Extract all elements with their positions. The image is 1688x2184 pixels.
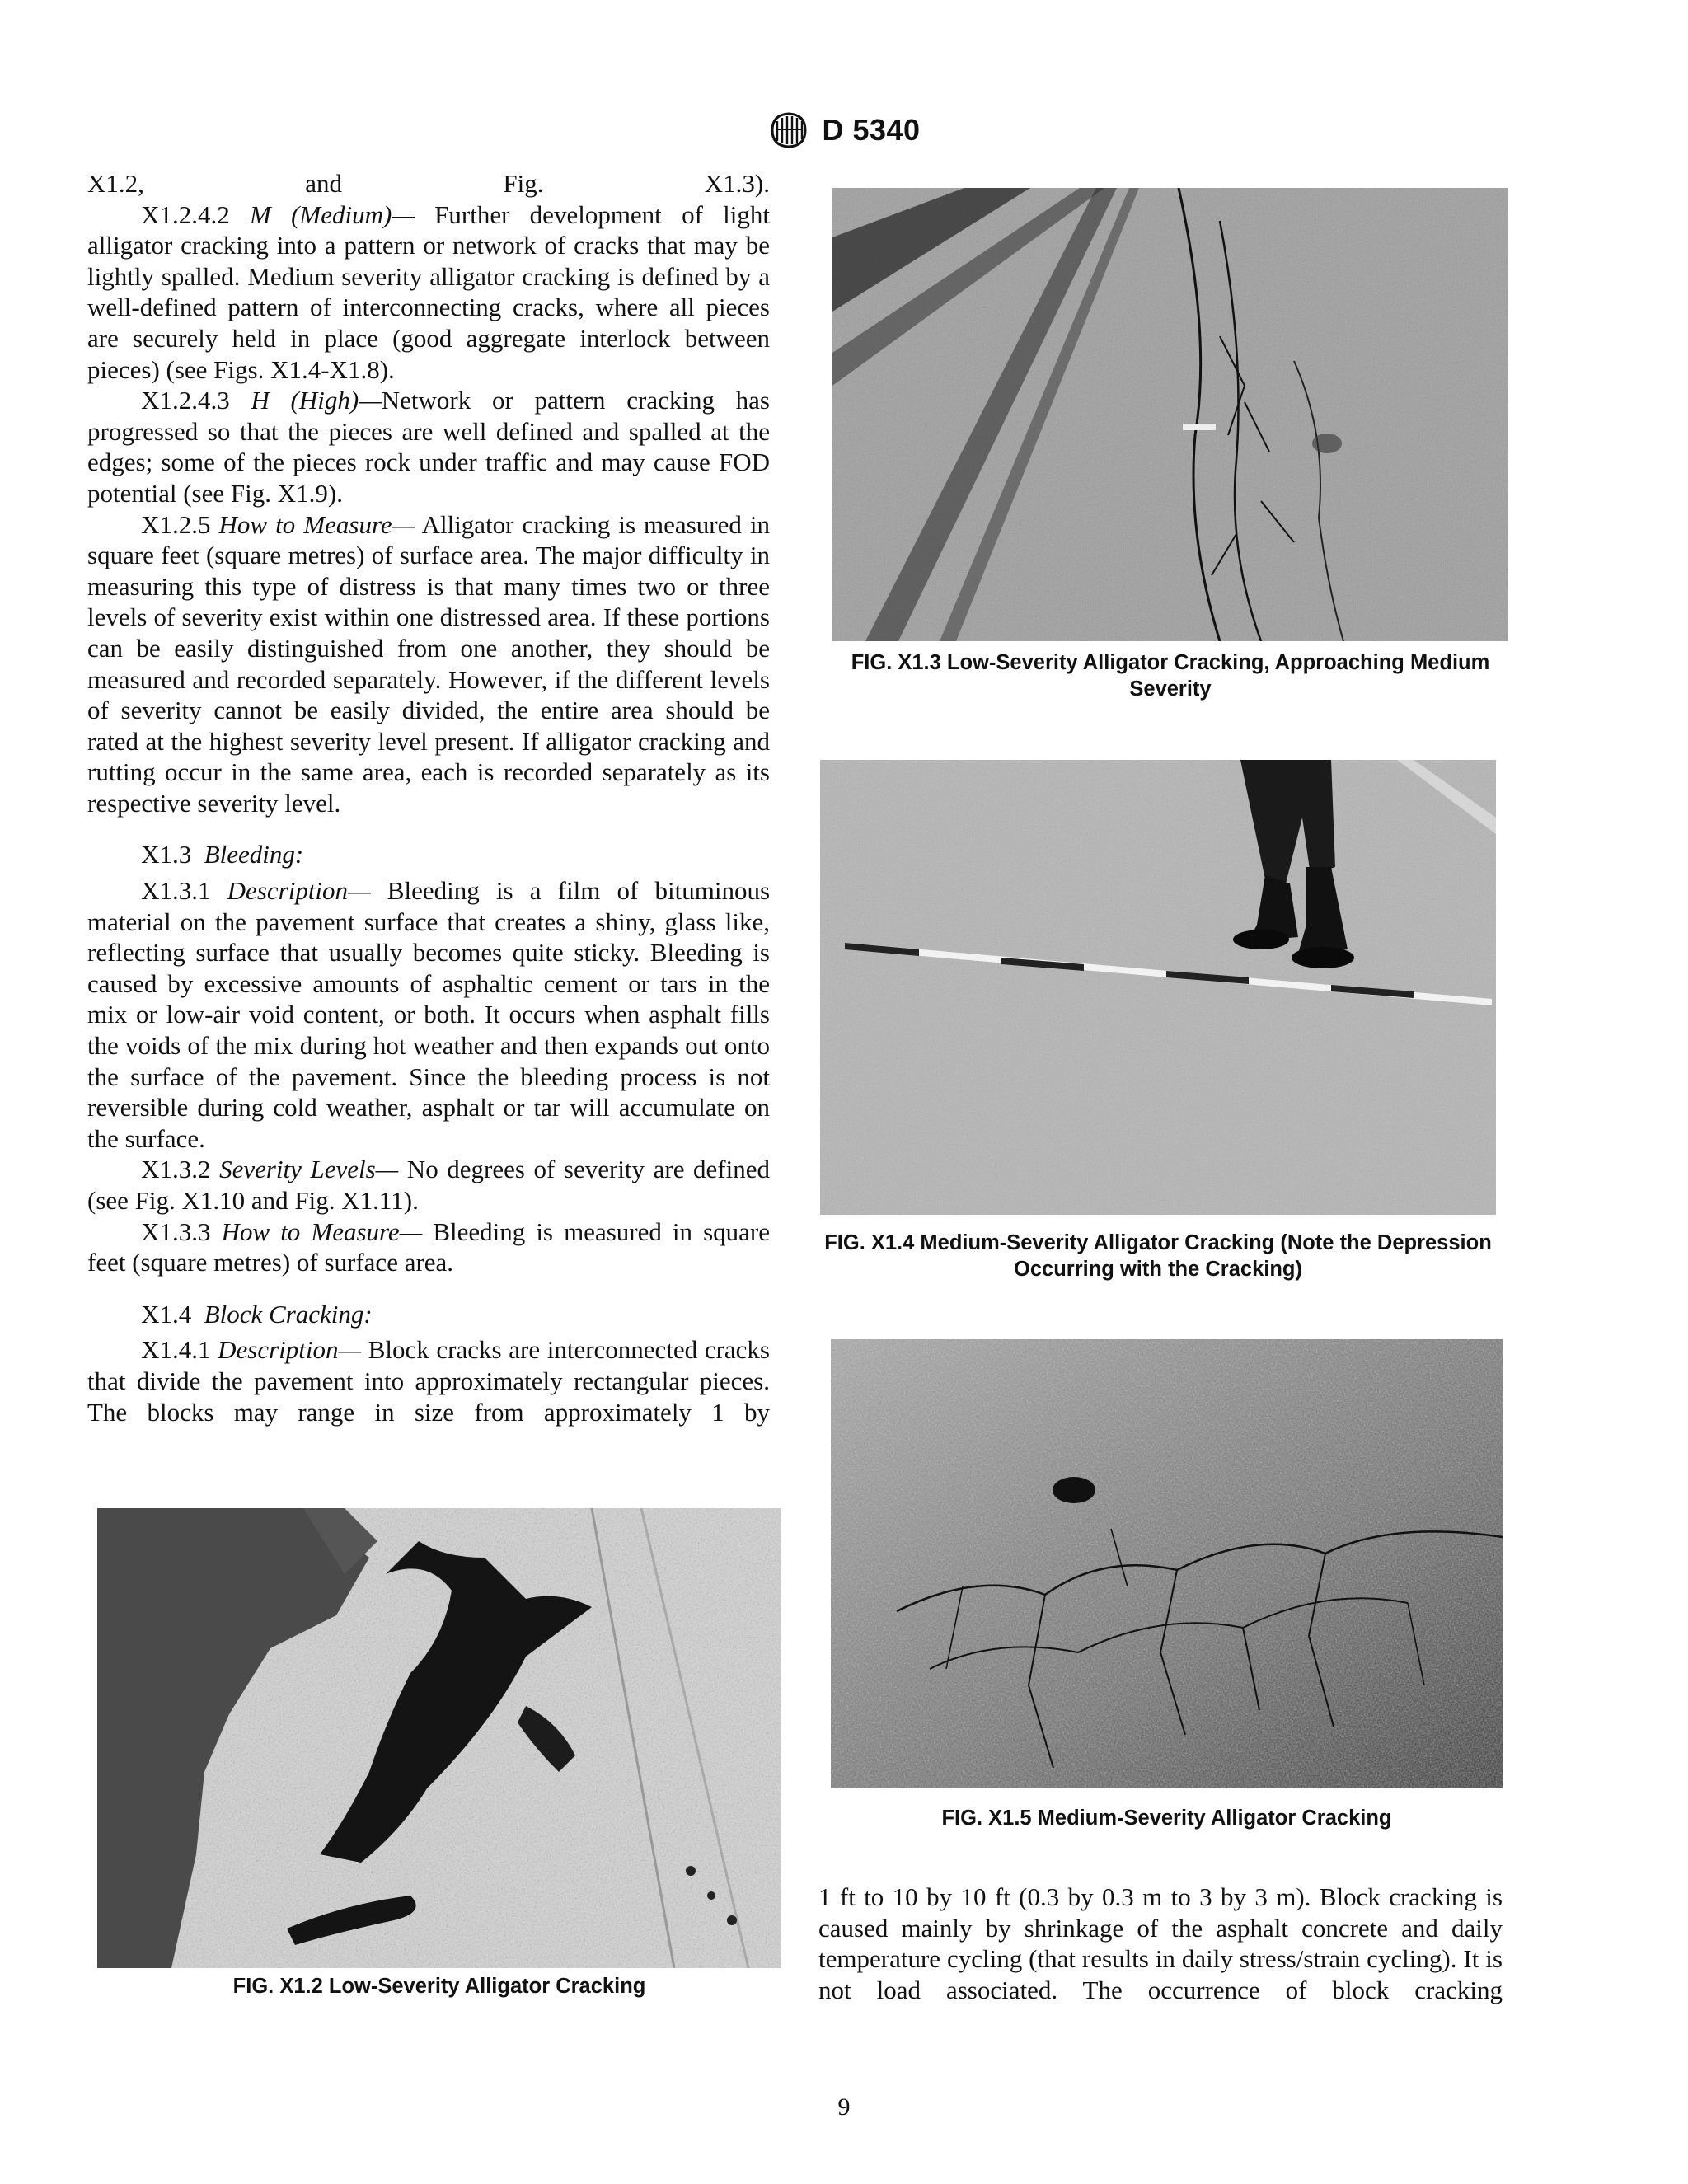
- section-label: Description—: [218, 1335, 362, 1365]
- section-number: X1.2.4.3: [141, 386, 230, 415]
- figure-x1-3-caption: FIG. X1.3 Low-Severity Alligator Cracking, Approaching Medium Severity: [851, 651, 1490, 701]
- left-column: [87, 168, 770, 1427]
- paragraph-text: Alligator cracking is measured in square feet (square metres) of surface area. The major difficulty in measuring this type of distress is that many times two or three levels of severity exist within one distressed area. If these portions can be easily distinguished from one another, they should be measured and recorded separately. However, if the different levels of severity cannot be easily divided, the entire area should be rated at the highest severity level present. If alligator cracking and rutting occur in the same area, each is recorded separately as its respective severity level.: [87, 509, 771, 818]
- document-number: D 5340: [822, 113, 921, 147]
- figure-x1-3-photo: [832, 188, 1508, 641]
- figure-x1-2-photo: [97, 1508, 781, 1968]
- section-number: X1.4: [141, 1299, 192, 1329]
- section-number: X1.2.5: [141, 509, 211, 539]
- section-label: Severity Levels—: [219, 1155, 399, 1184]
- paragraph: [87, 509, 770, 819]
- paragraph: [87, 1334, 770, 1427]
- section-number: X1.3.1: [141, 876, 211, 906]
- section-number: X1.3.3: [141, 1216, 211, 1246]
- section-number: X1.2.4.2: [141, 199, 230, 229]
- page-header: [0, 105, 1688, 155]
- paragraph-text: Bleeding is measured in square feet (square metres) of surface area.: [87, 1216, 771, 1277]
- paragraph-text: Further development of light alligator cracking into a pattern or network of cracks that may be lightly spalled. Medium severity alligator cracking is defined by a well-defined pattern of interconnecting cracks, where all pieces are securely held in place (good aggregate interlock between pieces) (see Figs. X1.4-X1.8).: [87, 199, 770, 384]
- section-number: X1.3.2: [141, 1155, 211, 1184]
- astm-logo-icon: [767, 110, 810, 151]
- paragraph: [87, 875, 770, 1154]
- figure-x1-2-caption: FIG. X1.2 Low-Severity Alligator Cracking: [232, 1975, 646, 1998]
- section-heading: [87, 1299, 770, 1330]
- right-column-text: [818, 1882, 1503, 2005]
- paragraph: [87, 199, 770, 386]
- figure-x1-5-photo: [831, 1339, 1503, 1788]
- paragraph: [87, 1216, 770, 1278]
- section-label: How to Measure—: [221, 1216, 423, 1246]
- figure-x1-4-photo: [820, 760, 1496, 1215]
- paragraph-text: Network or pattern cracking has progressed so that the pieces are well defined and spalled at the edges; some of the pieces rock under traffic and may cause FOD potential (see Fig. X1.9).: [87, 386, 770, 508]
- paragraph: [818, 1882, 1503, 2005]
- paragraph-text: X1.2, and Fig. X1.3).: [87, 169, 770, 198]
- paragraph-text: 1 ft to 10 by 10 ft (0.3 by 0.3 m to 3 by 3 m). Block cracking is caused mainly by shrinkage of the asphalt concrete and daily temperature cycling (that results in daily stress/strain cycling). It is not load associated. The occurrence of block cracking: [818, 1882, 1503, 2004]
- section-heading: [87, 839, 770, 870]
- paragraph-text: No degrees of severity are defined (see Fig. X1.10 and Fig. X1.11).: [87, 1155, 770, 1215]
- section-number: X1.4.1: [141, 1335, 211, 1365]
- section-number: X1.3: [141, 840, 192, 869]
- section-title: Block Cracking:: [204, 1299, 373, 1329]
- section-label: Description—: [227, 876, 371, 906]
- section-label: M (Medium)—: [250, 199, 415, 229]
- figure-x1-4-caption: FIG. X1.4 Medium-Severity Alligator Cracking (Note the Depression Occurring with the Cracking): [824, 1231, 1492, 1281]
- paragraph: [87, 385, 770, 509]
- paragraph: [87, 1154, 770, 1216]
- paragraph-text: Bleeding is a film of bituminous material on the pavement surface that creates a shiny, glass like, reflecting surface that usually becomes quite sticky. Bleeding is caused by excessive amounts of asphaltic cement or tars in the mix or low-air void content, or both. It occurs when asphalt fills the voids of the mix during hot weather and then expands out onto the surface of the pavement. Since the bleeding process is not reversible during cold weather, asphalt or tar will accumulate on the surface.: [87, 876, 771, 1153]
- section-label: H (High)—: [251, 386, 382, 415]
- paragraph: [87, 168, 770, 199]
- paragraph-text: Block cracks are interconnected cracks that divide the pavement into approximately rectangular pieces. The blocks may range in size from approximately 1 by: [87, 1335, 770, 1427]
- section-label: How to Measure—: [218, 509, 415, 539]
- page-number: 9: [837, 2093, 851, 2121]
- figure-x1-5-caption: FIG. X1.5 Medium-Severity Alligator Cracking: [941, 1807, 1392, 1830]
- section-title: Bleeding:: [204, 840, 304, 869]
